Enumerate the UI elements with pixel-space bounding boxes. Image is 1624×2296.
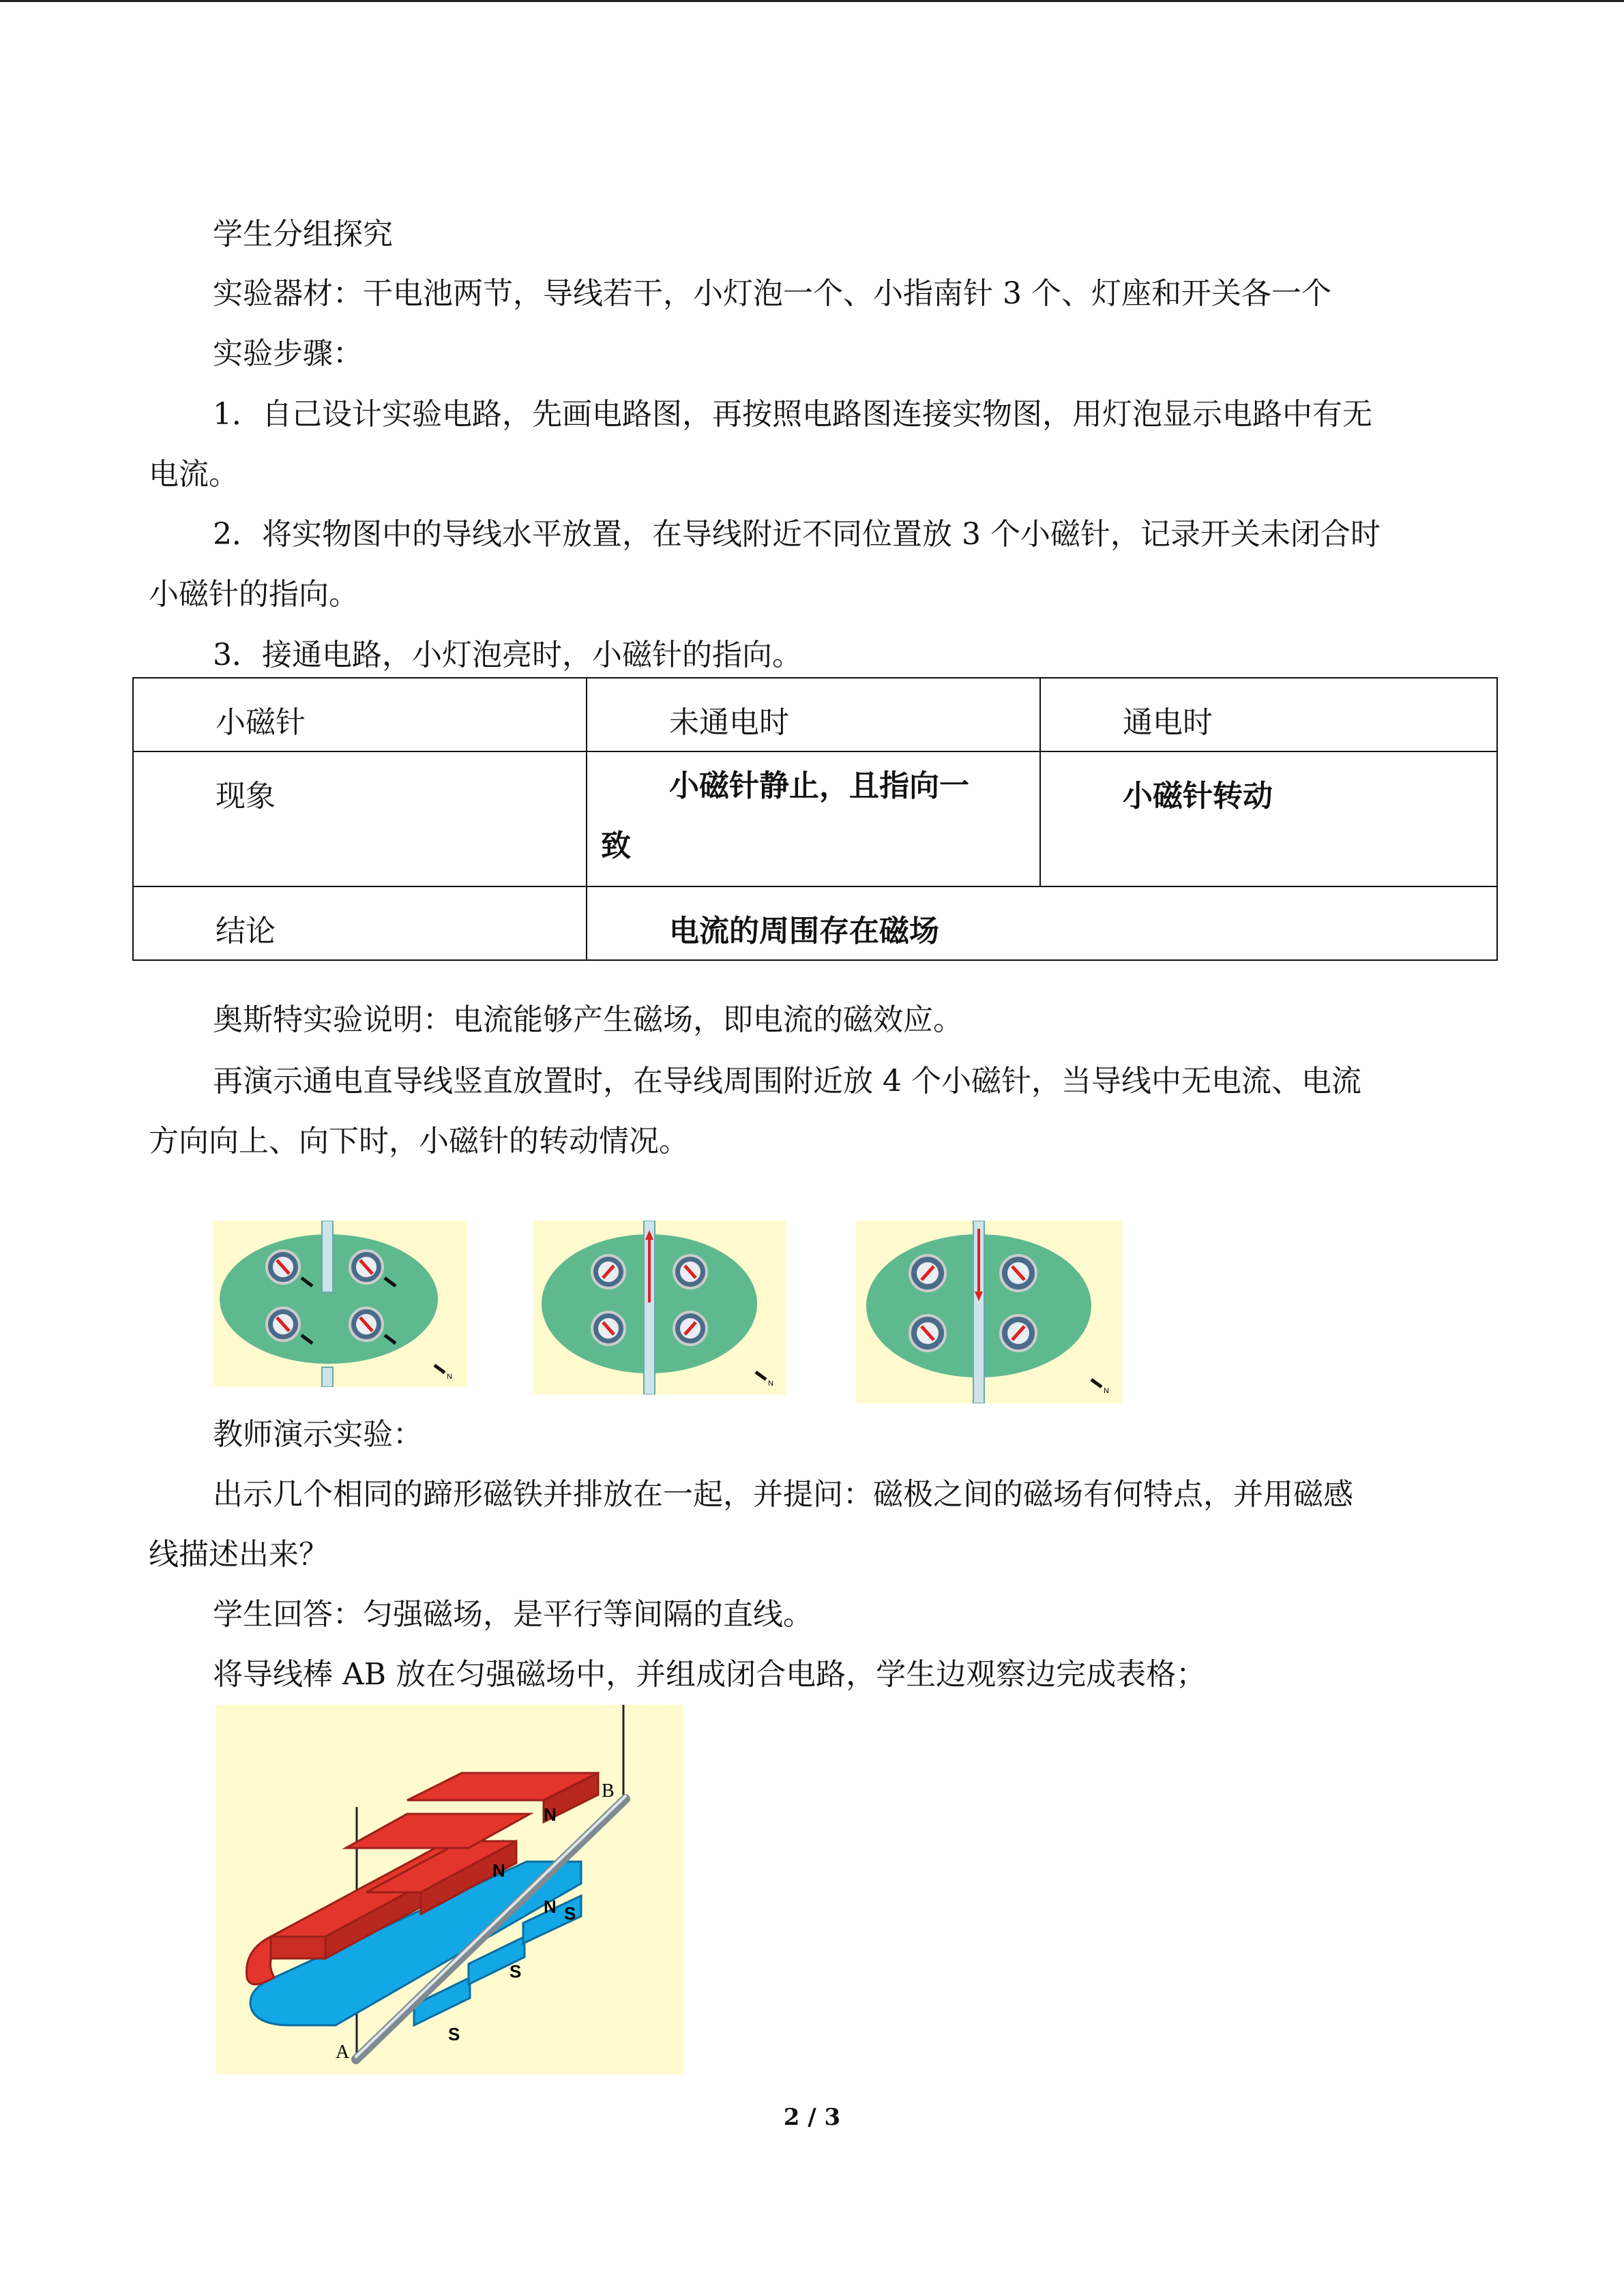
table-header-row bbox=[133, 678, 1497, 751]
table-row-phenomenon bbox=[133, 751, 1497, 886]
wire-lower bbox=[322, 1367, 333, 1387]
compass-icon bbox=[592, 1255, 625, 1288]
north-label: N bbox=[768, 1380, 773, 1388]
cell-phenomenon-off: 小磁针静止，且指向一致 bbox=[587, 751, 1040, 886]
row-label-conclusion: 结论 bbox=[133, 886, 587, 960]
compass-figure-current-up bbox=[533, 1221, 786, 1395]
cell-conclusion: 电流的周围存在磁场 bbox=[587, 886, 1497, 960]
north-label: N bbox=[1104, 1387, 1109, 1395]
step1-line2: 电流。 bbox=[149, 457, 239, 492]
compass-icon bbox=[592, 1312, 625, 1345]
end-a-label: A bbox=[336, 2042, 350, 2063]
south-label: S bbox=[564, 1903, 576, 1924]
compass-icon bbox=[267, 1308, 299, 1341]
south-label: S bbox=[448, 2024, 460, 2044]
oersted-conclusion: 奥斯特实验说明：电流能够产生磁场，即电流的磁效应。 bbox=[213, 1002, 963, 1037]
step1-line1: 1．自己设计实验电路，先画电路图，再按照电路图连接实物图，用灯泡显示电路中有无 bbox=[213, 397, 1372, 432]
materials-text: 实验器材：干电池两节，导线若干，小灯泡一个、小指南针 3 个、灯座和开关各一个 bbox=[213, 276, 1331, 311]
north-label: N bbox=[447, 1373, 452, 1381]
compass-icon bbox=[674, 1255, 707, 1288]
teacher-demo-title: 教师演示实验： bbox=[213, 1417, 423, 1452]
place-wire-text: 将导线棒 AB 放在匀强磁场中，并组成闭合电路，学生边观察边完成表格； bbox=[213, 1657, 1207, 1692]
header-off: 未通电时 bbox=[587, 678, 1040, 751]
demo-line1: 再演示通电直导线竖直放置时，在导线周围附近放 4 个小磁针，当导线中无电流、电流 bbox=[213, 1064, 1361, 1099]
compass-figure-current-down bbox=[856, 1221, 1122, 1403]
experiment-results-table bbox=[132, 677, 1498, 961]
end-b-label: B bbox=[602, 1780, 615, 1802]
wire bbox=[322, 1221, 333, 1292]
top-border-line bbox=[0, 0, 1624, 2]
compass-icon bbox=[1001, 1255, 1036, 1291]
horseshoe-magnet-figure bbox=[216, 1705, 683, 2074]
table-row-conclusion bbox=[133, 886, 1497, 960]
page-number: 2 / 3 bbox=[783, 2104, 841, 2131]
cell-phenomenon-on: 小磁针转动 bbox=[1040, 751, 1497, 886]
row-label-phenomenon: 现象 bbox=[133, 751, 587, 886]
compass-icon bbox=[910, 1255, 945, 1291]
compass-icon bbox=[350, 1251, 383, 1283]
show-magnets-line2: 线描述出来？ bbox=[149, 1537, 329, 1572]
compass-figure-no-current bbox=[213, 1221, 467, 1387]
header-needle: 小磁针 bbox=[133, 678, 587, 751]
compass-icon bbox=[1001, 1315, 1036, 1351]
section-heading: 学生分组探究 bbox=[213, 217, 393, 252]
step2-line1: 2．将实物图中的导线水平放置，在导线附近不同位置放 3 个小磁针，记录开关未闭合时 bbox=[213, 517, 1381, 552]
north-label: N bbox=[544, 1804, 557, 1825]
compass-icon bbox=[674, 1312, 707, 1345]
demo-line2: 方向向上、向下时，小磁针的转动情况。 bbox=[149, 1124, 689, 1159]
show-magnets-line1: 出示几个相同的蹄形磁铁并排放在一起，并提问：磁极之间的磁场有何特点，并用磁感 bbox=[213, 1477, 1353, 1512]
step3-text: 3．接通电路，小灯泡亮时，小磁针的指向。 bbox=[213, 638, 802, 672]
south-label: S bbox=[510, 1961, 522, 1982]
compass-icon bbox=[267, 1251, 299, 1283]
compass-icon bbox=[350, 1308, 383, 1341]
north-label: N bbox=[544, 1896, 557, 1917]
north-label: N bbox=[492, 1860, 505, 1881]
student-answer: 学生回答：匀强磁场，是平行等间隔的直线。 bbox=[213, 1597, 813, 1632]
header-on: 通电时 bbox=[1040, 678, 1497, 751]
steps-title: 实验步骤： bbox=[213, 336, 363, 371]
compass-icon bbox=[910, 1315, 945, 1351]
step2-line2: 小磁针的指向。 bbox=[149, 577, 359, 612]
